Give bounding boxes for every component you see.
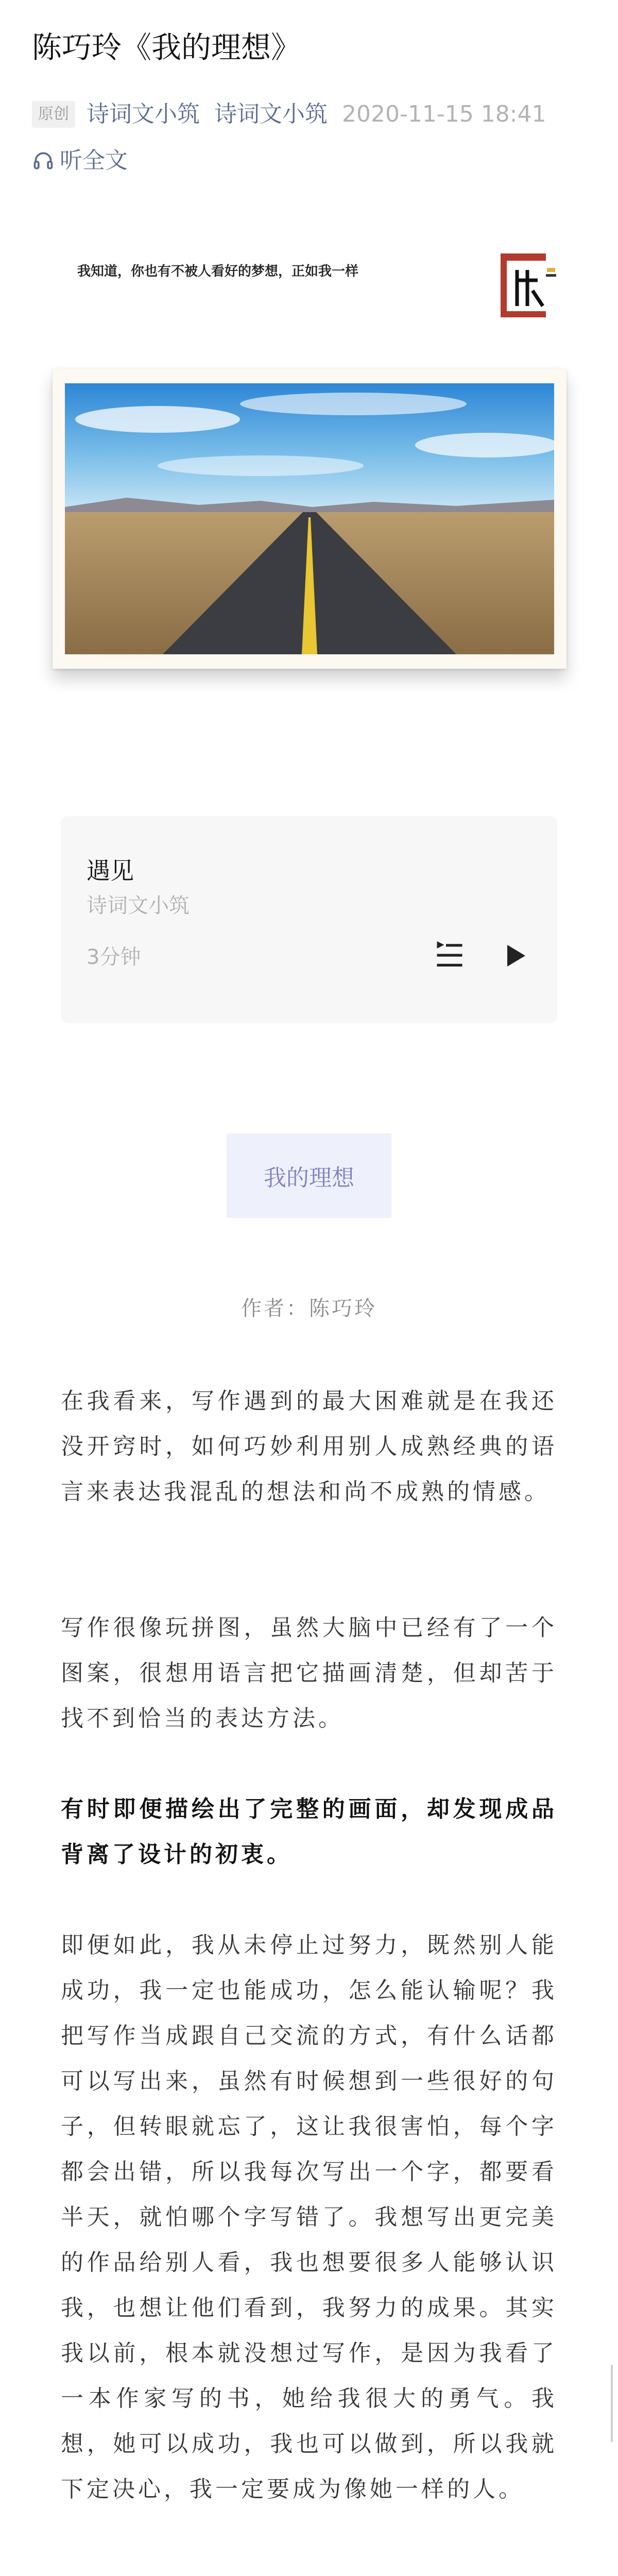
headphones-icon xyxy=(32,149,55,172)
seal-logo-icon xyxy=(496,249,558,321)
audio-duration: 3分钟 xyxy=(87,945,141,969)
publish-time: 2020-11-15 18:41 xyxy=(342,101,546,127)
article-meta xyxy=(32,99,546,130)
paragraph: 即便如此，我从未停止过努力，既然别人能成功，我一定也能成功，怎么能认输呢？我把写作当成跟自己交流的方式，有什么话都可以写出来，虽然有时候想到一些很好的句子，但转眼就忘了，这让我很害怕，每个字都会出错，所以我每次写出一个字，都要看半天，就怕哪个字写错了。我想写出更完美的作品给别人看，我也想要很多人能够认识我，也想让他们看到，我努力的成果。其实我以前，根本就没想过写作，是因为我看了一本作家写的书，她给我很大的勇气。我想，她可以成功，我也可以做到，所以我就下定决心，我一定要成为像她一样的人。 xyxy=(61,1932,557,2502)
paragraph-emphasis: 有时即便描绘出了完整的画面，却发现成品背离了设计的初衷。 xyxy=(61,1796,557,1868)
listen-full-text-button[interactable] xyxy=(32,145,128,176)
audio-title: 遇见 xyxy=(87,857,134,885)
paragraph: 在我看来，写作遇到的最大困难就是在我还没开窍时，如何巧妙利用别人成熟经典的语言来表达我混乱的想法和尚不成熟的情感。 xyxy=(61,1388,557,1505)
account-name: 诗词文小筑 xyxy=(87,101,200,127)
original-badge: 原创 xyxy=(32,101,75,128)
play-icon[interactable] xyxy=(496,938,533,974)
audio-player-card[interactable] xyxy=(61,816,557,1023)
section-heading: 我的理想 xyxy=(264,1165,354,1191)
listen-label: 听全文 xyxy=(60,147,128,174)
banner-quote: 我知道，你也有不被人看好的梦想，正如我一样 xyxy=(77,264,359,279)
road-photo-frame xyxy=(53,369,566,669)
audio-author: 诗词文小筑 xyxy=(87,894,190,918)
add-to-playlist-icon[interactable] xyxy=(432,938,468,974)
author-byline: 作者：陈巧玲 xyxy=(241,1297,377,1320)
article-title: 陈巧玲《我的理想》 xyxy=(32,30,301,65)
road-photo xyxy=(65,383,554,654)
account-link[interactable]: 诗词文小筑 xyxy=(214,101,328,127)
scrollbar-thumb[interactable] xyxy=(611,2365,613,2442)
section-heading-box xyxy=(227,1133,391,1218)
paragraph: 写作很像玩拼图，虽然大脑中已经有了一个图案，很想用语言把它描画清楚，但却苦于找不到恰当的表达方法。 xyxy=(61,1615,557,1732)
